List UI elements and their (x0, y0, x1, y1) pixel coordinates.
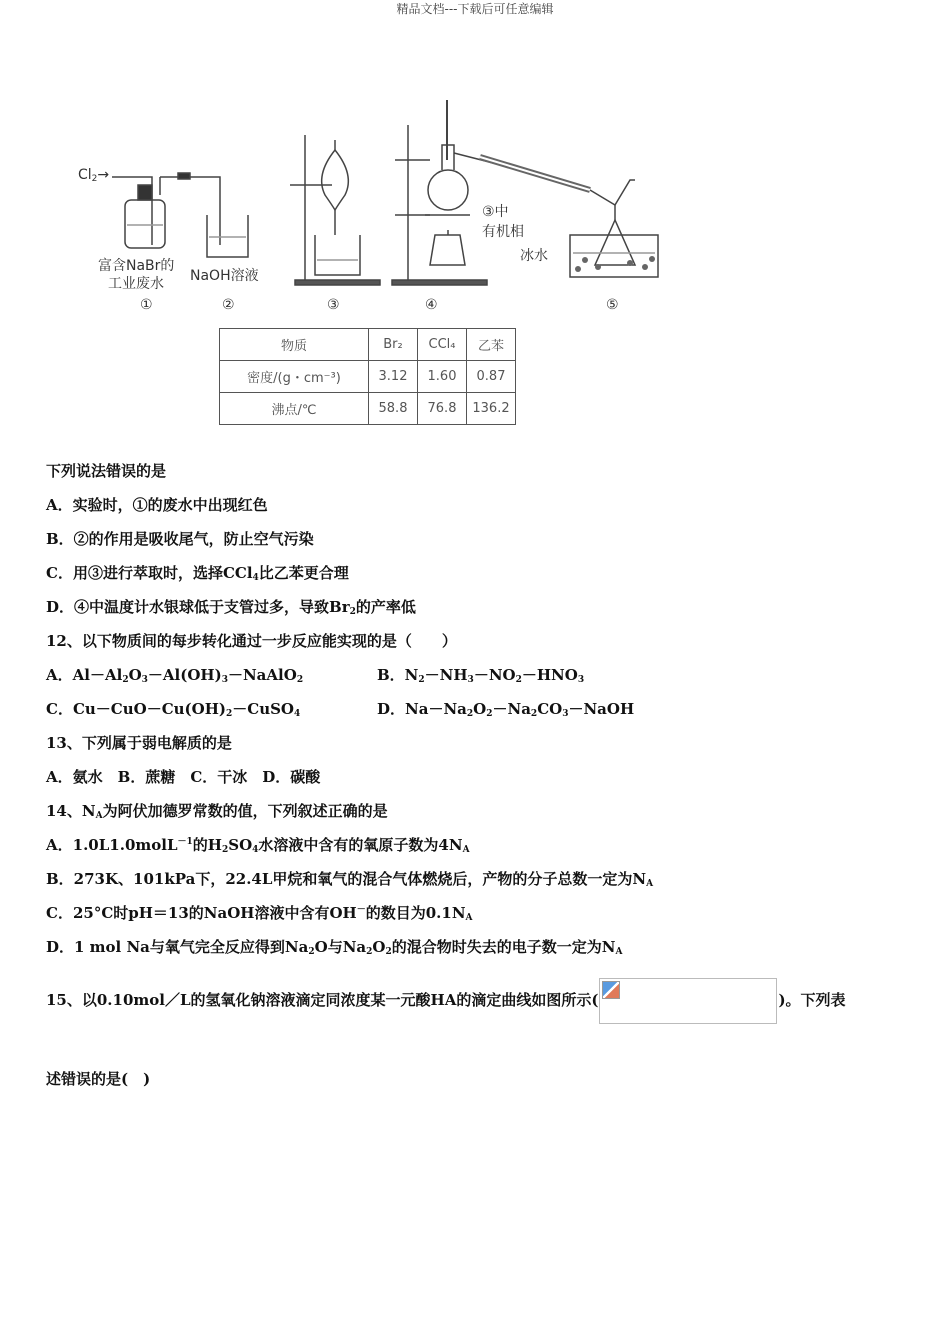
table-cell: 密度/(g・cm⁻³) (220, 361, 369, 393)
label-num-4: ④ (425, 297, 438, 313)
property-table (219, 328, 516, 425)
q13-options: A．氨水 B．蔗糖 C．干冰 D．碳酸 (46, 768, 321, 786)
q14-option-b: B．273K、101kPa下，22.4L甲烷和氧气的混合气体燃烧后，产物的分子总数一定为$N_A$ (46, 870, 654, 889)
q11-option-b: B．②的作用是吸收尾气，防止空气污染 (46, 530, 314, 548)
cl2-label: $Cl_2\to$ (78, 167, 110, 184)
table-header-cell: 物质 (220, 329, 369, 361)
table-header-cell: Br₂ (369, 329, 418, 361)
label-num-1: ① (140, 297, 153, 313)
label-num-3: ③ (327, 297, 340, 313)
table-cell: 136.2 (467, 393, 516, 425)
q12-option-d: D．$Na-Na_2O_2-Na_2CO_3-NaOH$ (377, 700, 635, 719)
label-num-2: ② (222, 297, 235, 313)
q15-stem: 15、以0.10mol／L的氢氧化钠溶液滴定同浓度某一元酸HA的滴定曲线如图所示( )。下列表 (46, 978, 846, 1024)
q11-stem: 下列说法错误的是 (46, 462, 167, 480)
label-organic-phase-line2: 有机相 (482, 224, 524, 240)
q14-stem: 14、$N_A$为阿伏加德罗常数的值，下列叙述正确的是 (46, 802, 388, 821)
table-cell: 58.8 (369, 393, 418, 425)
label-ice-water: 冰水 (520, 248, 548, 264)
q12-stem: 12、以下物质间的每步转化通过一步反应能实现的是（ ） (46, 632, 457, 650)
q14-option-d: D．1 mol Na与氧气完全反应得到$Na_2O$与$Na_2O_2$的混合物时失去的电子数一定为$N_A$ (46, 938, 623, 957)
broken-image-icon (602, 981, 620, 999)
table-header-row (220, 329, 516, 361)
table-header-cell: 乙苯 (467, 329, 516, 361)
label-naoh-solution: NaOH溶液 (190, 268, 259, 284)
q12-option-a: A．$Al-Al_2O_3-Al(OH)_3-NaAlO_2$ (46, 666, 304, 685)
q14-option-a: A．1.0L1.0molL$^{-1}$的$H_2SO_4$水溶液中含有的氧原子数为$4N_A$ (46, 836, 470, 855)
q13-stem: 13、下列属于弱电解质的是 (46, 734, 232, 752)
table-cell: 76.8 (418, 393, 467, 425)
q14-option-c: C．25°C时pH＝13的NaOH溶液中含有OH－的数目为$0.1N_A$ (46, 904, 473, 923)
table-cell: 0.87 (467, 361, 516, 393)
label-wastewater-line1: 富含NaBr的 (98, 258, 175, 274)
apparatus-figure (70, 95, 670, 335)
table-cell: 沸点/℃ (220, 393, 369, 425)
label-wastewater-line2: 工业废水 (108, 276, 164, 292)
q11-option-d: D．④中温度计水银球低于支管过多，导致$Br_2$的产率低 (46, 598, 416, 617)
q11-option-a: A．实验时，①的废水中出现红色 (46, 496, 268, 514)
table-header-cell: CCl₄ (418, 329, 467, 361)
table-cell: 3.12 (369, 361, 418, 393)
label-organic-phase-line1: ③中 (482, 204, 509, 220)
page-header: 精品文档---下载后可任意编辑 (396, 2, 554, 16)
table-row (220, 393, 516, 425)
q11-option-c: C．用③进行萃取时，选择CCl$_4$比乙苯更合理 (46, 564, 349, 583)
apparatus-drawing (70, 95, 670, 335)
q15-stem-line2: 述错误的是( ) (46, 1070, 151, 1088)
label-num-5: ⑤ (606, 297, 619, 313)
q12-option-b: B．$N_2-NH_3-NO_2-HNO_3$ (377, 666, 585, 685)
table-row (220, 361, 516, 393)
table-cell: 1.60 (418, 361, 467, 393)
q12-option-c: C．$Cu-CuO-Cu(OH)_2-CuSO_4$ (46, 700, 301, 719)
broken-image-placeholder (599, 978, 777, 1024)
